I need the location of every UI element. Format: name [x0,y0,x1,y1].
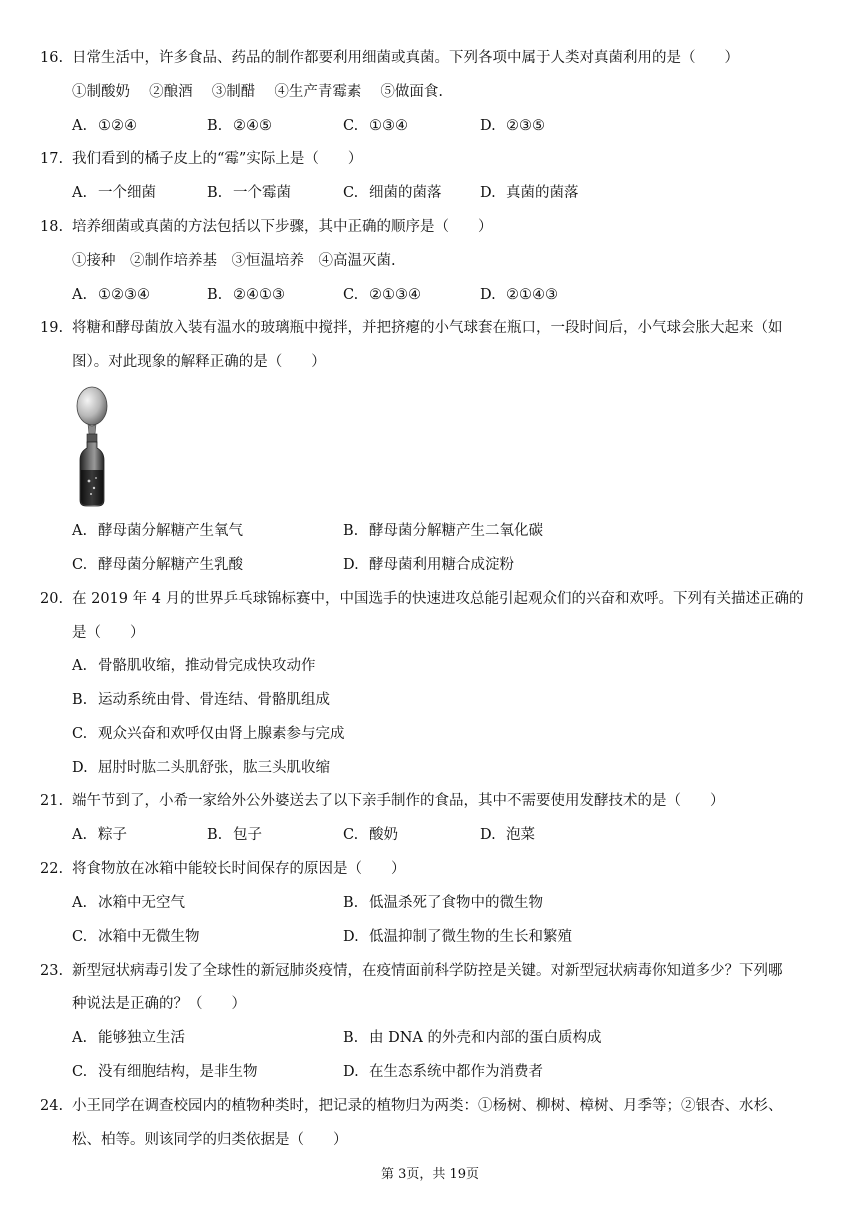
option-b[interactable] [207,285,285,305]
option-letter: D. [480,287,496,303]
option-text: 酵母菌分解糖产生氧气 [98,523,243,539]
option-text: 低温抑制了微生物的生长和繁殖 [369,929,572,945]
option-text: 运动系统由骨、骨连结、骨骼肌组成 [98,692,330,708]
option-a[interactable] [72,656,316,676]
option-letter: B. [343,895,359,911]
option-c[interactable] [72,1062,258,1082]
option-letter: D. [72,760,88,776]
option-letter: A. [72,1030,88,1046]
option-letter: B. [343,523,359,539]
question-number: 18. [40,219,64,235]
option-letter: B. [207,185,223,201]
option-text: 观众兴奋和欢呼仅由肾上腺素参与完成 [98,726,345,742]
question-text: 将食物放在冰箱中能较长时间保存的原因是（ ） [72,861,406,877]
question-number: 17. [40,151,64,167]
option-letter: C. [72,929,88,945]
option-text: 骨骼肌收缩，推动骨完成快攻动作 [98,658,316,674]
option-text: 一个霉菌 [233,185,291,201]
option-d[interactable] [480,183,579,203]
option-text: 在生态系统中都作为消费者 [369,1064,543,1080]
option-c[interactable] [343,183,442,203]
option-text: 真菌的菌落 [506,185,579,201]
question-number: 24. [40,1098,64,1114]
option-d[interactable] [480,116,545,136]
option-d[interactable] [480,285,558,305]
option-text: ②①④③ [506,287,558,303]
option-text: 粽子 [98,827,127,843]
question-number: 20. [40,591,64,607]
option-letter: A. [72,827,88,843]
question-text: ①制酸奶 ②酿酒 ③制醋 ④生产青霉素 ⑤做面食. [72,84,444,100]
question-text: 种说法是正确的？（ ） [72,996,246,1012]
question-text: 日常生活中，许多食品、药品的制作都要利用细菌或真菌。下列各项中属于人类对真菌利用的是（ ） [72,50,739,66]
option-text: 包子 [233,827,262,843]
option-c[interactable] [343,285,421,305]
option-b[interactable] [207,116,272,136]
option-letter: D. [343,929,359,945]
option-text: 酵母菌分解糖产生乳酸 [98,557,243,573]
option-a[interactable] [72,825,127,845]
option-text: ②④⑤ [233,118,272,134]
option-letter: D. [480,118,496,134]
question-text: 培养细菌或真菌的方法包括以下步骤，其中正确的顺序是（ ） [72,219,493,235]
option-text: 冰箱中无微生物 [98,929,200,945]
option-text: 没有细胞结构，是非生物 [98,1064,258,1080]
option-c[interactable] [343,116,408,136]
option-letter: C. [343,287,359,303]
question-text: 端午节到了，小希一家给外公外婆送去了以下亲手制作的食品，其中不需要使用发酵技术的是（ ） [72,793,725,809]
option-letter: B. [207,827,223,843]
option-text: ②①③④ [369,287,421,303]
option-b[interactable] [343,893,543,913]
option-letter: A. [72,118,88,134]
option-text: 屈肘时肱二头肌舒张，肱三头肌收缩 [98,760,330,776]
option-b[interactable] [343,521,543,541]
option-letter: A. [72,523,88,539]
option-text: ①②④ [98,118,137,134]
option-text: ②④①③ [233,287,285,303]
option-text: 低温杀死了食物中的微生物 [369,895,543,911]
option-text: ①③④ [369,118,408,134]
question-number: 16. [40,50,64,66]
option-letter: D. [343,1064,359,1080]
option-a[interactable] [72,1028,185,1048]
option-letter: C. [72,557,88,573]
option-text: 酵母菌利用糖合成淀粉 [369,557,514,573]
option-letter: B. [207,118,223,134]
question-text: 图）。对此现象的解释正确的是（ ） [72,354,326,370]
question-text: 在 2019 年 4 月的世界乒乓球锦标赛中，中国选手的快速进攻总能引起观众们的兴奋和欢呼。下列有关描述正确的 [72,591,804,607]
option-letter: A. [72,658,88,674]
page-footer: 第 3页，共 19页 [380,1167,480,1182]
option-d[interactable] [480,825,535,845]
option-letter: B. [343,1030,359,1046]
option-letter: A. [72,287,88,303]
option-b[interactable] [72,690,330,710]
option-b[interactable] [343,1028,602,1048]
option-a[interactable] [72,285,150,305]
option-letter: C. [72,726,88,742]
option-a[interactable] [72,893,185,913]
option-letter: D. [480,827,496,843]
option-letter: D. [343,557,359,573]
option-d[interactable] [343,1062,543,1082]
option-c[interactable] [72,724,345,744]
option-letter: C. [72,1064,88,1080]
option-text: 冰箱中无空气 [98,895,185,911]
option-text: 酸奶 [369,827,398,843]
option-c[interactable] [343,825,398,845]
option-text: ①②③④ [98,287,150,303]
option-letter: D. [480,185,496,201]
question-text: 我们看到的橘子皮上的“霉”实际上是（ ） [72,151,363,167]
option-letter: C. [343,185,359,201]
option-text: 细菌的菌落 [369,185,442,201]
option-text: 一个细菌 [98,185,156,201]
option-letter: C. [343,827,359,843]
question-text: 松、柏等。则该同学的归类依据是（ ） [72,1132,348,1148]
question-number: 22. [40,861,64,877]
option-d[interactable] [343,555,514,575]
question-text: 新型冠状病毒引发了全球性的新冠肺炎疫情，在疫情面前科学防控是关键。对新型冠状病毒你知道多少？下列哪 [72,963,783,979]
option-text: 泡菜 [506,827,535,843]
option-text: 酵母菌分解糖产生二氧化碳 [369,523,543,539]
option-c[interactable] [72,555,243,575]
option-b[interactable] [207,183,291,203]
question-text: 将糖和酵母菌放入装有温水的玻璃瓶中搅拌，并把挤瘪的小气球套在瓶口，一段时间后，小气球会胀大起来（如 [72,320,783,336]
balloon-bottle-figure [74,386,110,508]
option-c[interactable] [72,927,200,947]
option-letter: B. [207,287,223,303]
option-letter: A. [72,895,88,911]
option-letter: C. [343,118,359,134]
question-number: 21. [40,793,64,809]
option-a[interactable] [72,183,156,203]
option-text: ②③⑤ [506,118,545,134]
option-d[interactable] [343,927,572,947]
question-number: 23. [40,963,64,979]
option-d[interactable] [72,758,330,778]
question-number: 19. [40,320,64,336]
option-a[interactable] [72,521,243,541]
option-b[interactable] [207,825,262,845]
option-letter: A. [72,185,88,201]
option-a[interactable] [72,116,137,136]
question-text: 小王同学在调查校园内的植物种类时，把记录的植物归为两类：①杨树、柳树、樟树、月季等；②银杏、水杉、 [72,1098,783,1114]
option-text: 由 DNA 的外壳和内部的蛋白质构成 [369,1030,602,1046]
question-text: 是（ ） [72,625,145,641]
option-letter: B. [72,692,88,708]
question-text: ①接种 ②制作培养基 ③恒温培养 ④高温灭菌. [72,253,396,269]
option-text: 能够独立生活 [98,1030,185,1046]
